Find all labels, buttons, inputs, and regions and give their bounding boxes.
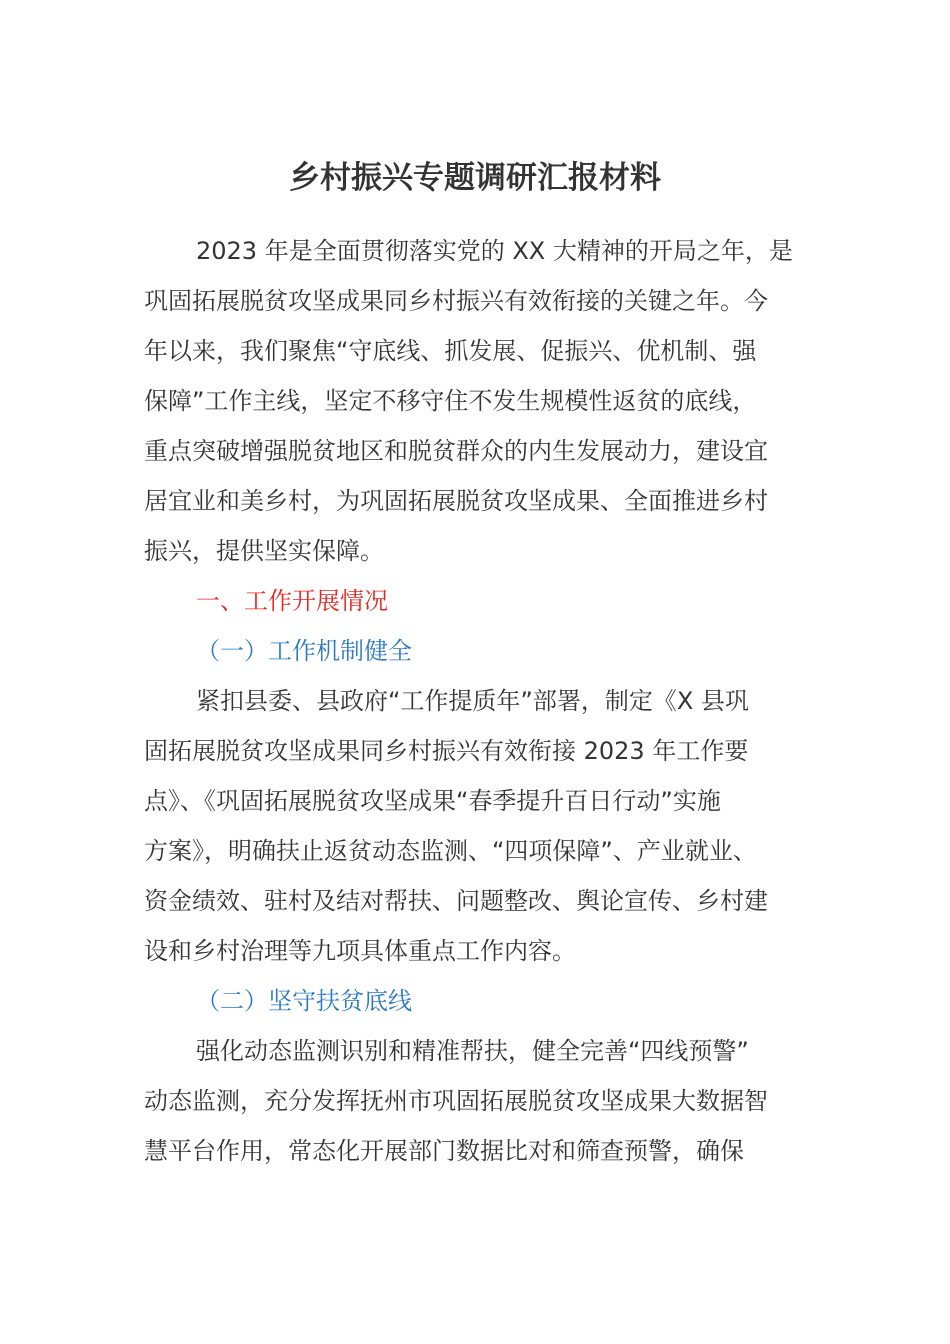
- text-line: 2023 年是全面贯彻落实党的 XX 大精神的开局之年，是: [196, 237, 793, 265]
- subsection-2-paragraph: [144, 1026, 808, 1176]
- text-line: 点》、《巩固拓展脱贫攻坚成果“春季提升百日行动”实施: [144, 787, 721, 815]
- text-line: 居宜业和美乡村，为巩固拓展脱贫攻坚成果、全面推进乡村: [144, 487, 768, 515]
- intro-paragraph: [144, 226, 808, 576]
- text-line: 动态监测，充分发挥抚州市巩固拓展脱贫攻坚成果大数据智: [144, 1087, 768, 1115]
- text-line: 强化动态监测识别和精准帮扶，健全完善“四线预警”: [196, 1037, 749, 1065]
- text-line: 巩固拓展脱贫攻坚成果同乡村振兴有效衔接的关键之年。今: [144, 287, 768, 315]
- text-line: 资金绩效、驻村及结对帮扶、问题整改、舆论宣传、乡村建: [144, 887, 768, 915]
- subsection-heading-2: （二）坚守扶贫底线: [196, 987, 412, 1015]
- text-line: 方案》，明确扶止返贫动态监测、“四项保障”、产业就业、: [144, 837, 757, 865]
- document-body: [144, 226, 808, 1176]
- section-heading-1: 一、工作开展情况: [196, 587, 388, 615]
- text-line: 固拓展脱贫攻坚成果同乡村振兴有效衔接 2023 年工作要: [144, 737, 749, 765]
- text-line: 设和乡村治理等九项具体重点工作内容。: [144, 937, 576, 965]
- text-line: 慧平台作用，常态化开展部门数据比对和筛查预警，确保: [144, 1137, 744, 1165]
- document-title: 乡村振兴专题调研汇报材料: [289, 160, 661, 196]
- text-line: 保障”工作主线，坚定不移守住不发生规模性返贫的底线，: [144, 387, 757, 415]
- text-line: 紧扣县委、县政府“工作提质年”部署，制定《X 县巩: [196, 687, 749, 715]
- text-line: 振兴，提供坚实保障。: [144, 537, 384, 565]
- subsection-heading-1: （一）工作机制健全: [196, 637, 412, 665]
- subsection-1-paragraph: [144, 676, 808, 976]
- text-line: 年以来，我们聚焦“守底线、抓发展、促振兴、优机制、强: [144, 337, 757, 365]
- text-line: 重点突破增强脱贫地区和脱贫群众的内生发展动力，建设宜: [144, 437, 768, 465]
